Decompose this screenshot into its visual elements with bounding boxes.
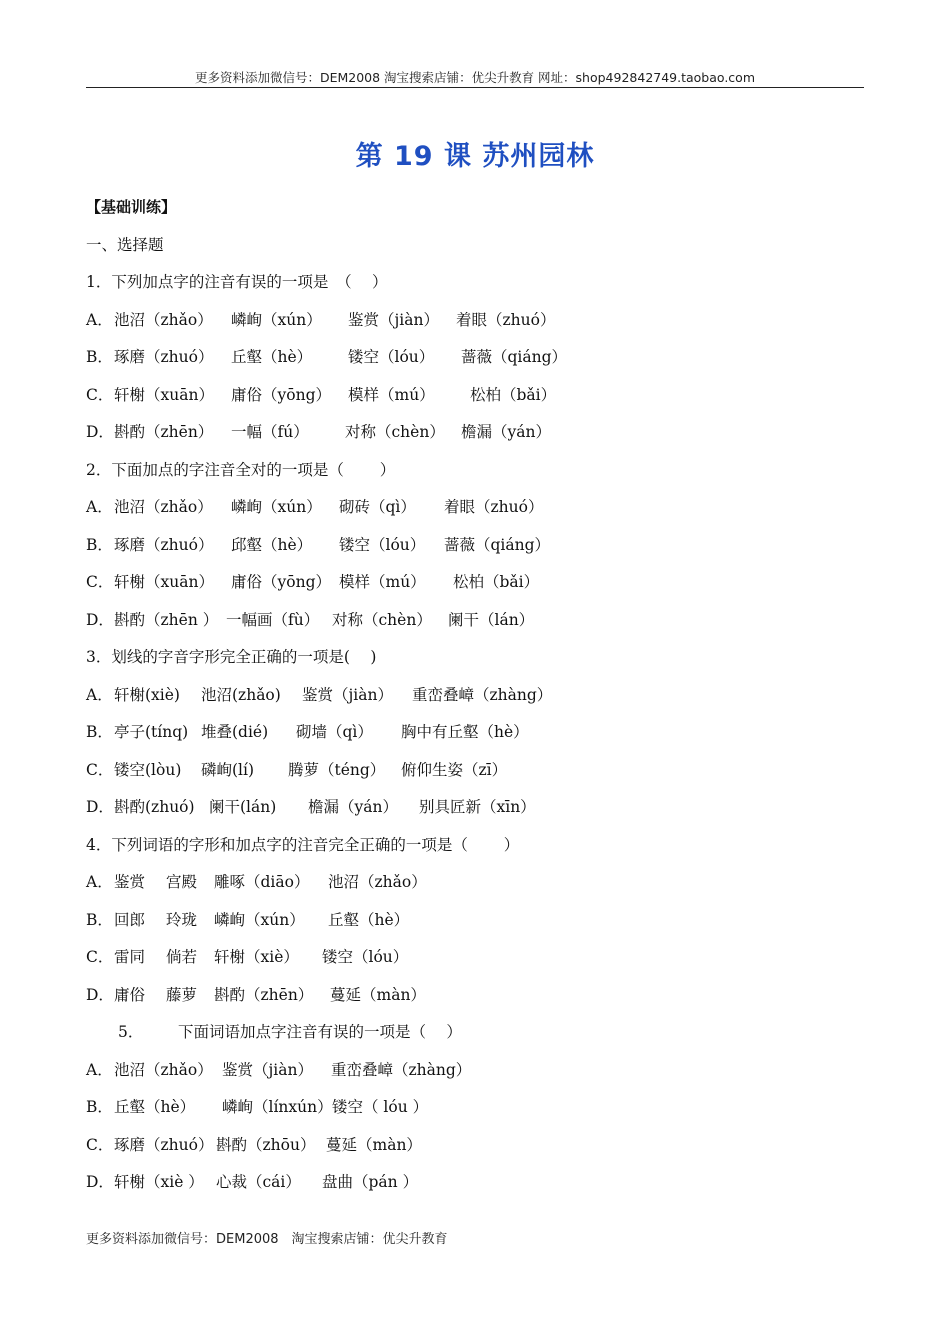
- option-item: 鉴赏（jiàn）: [348, 310, 439, 329]
- option-3b: [86, 721, 864, 759]
- option-item: 俯仰生姿（zī）: [401, 760, 508, 779]
- option-letter: C．: [86, 1135, 114, 1154]
- option-item: 斟酌（zhēn ）: [114, 610, 219, 629]
- option-letter: C．: [86, 760, 114, 779]
- option-item: 庸俗（yōng）: [231, 385, 331, 404]
- question-text: 2．下面加点的字注音全对的一项是（ ）: [86, 460, 396, 479]
- option-item: 斟酌（zhōu）: [216, 1135, 316, 1154]
- option-item: 镂空（lóu）: [339, 535, 426, 554]
- option-1c: [86, 384, 864, 422]
- option-item: 蔷薇（qiáng）: [444, 535, 551, 554]
- option-letter: D．: [86, 798, 114, 816]
- option-item: 蔓延（màn）: [330, 985, 426, 1004]
- page-footer: 更多资料添加微信号：DEM2008 淘宝搜索店铺：优尖升教育: [86, 1232, 448, 1247]
- option-item: 鉴赏: [114, 873, 146, 891]
- option-letter: B．: [86, 723, 113, 741]
- option-item: 琢磨（zhuó）: [114, 535, 214, 554]
- option-item: 心裁（cái）: [216, 1173, 301, 1191]
- option-item: 亭子(tínq): [114, 723, 189, 741]
- option-item: 回郎: [114, 910, 146, 929]
- option-item: 着眼（zhuó）: [444, 498, 544, 516]
- option-2b: [86, 534, 864, 572]
- header-divider: [86, 87, 864, 88]
- option-5c: [86, 1134, 864, 1172]
- option-4b: [86, 909, 864, 947]
- option-item: 邱壑（hè）: [231, 535, 313, 554]
- option-item: 丘壑（hè）: [328, 910, 410, 929]
- option-item: 镂空(lòu): [114, 760, 182, 779]
- option-item: 池沼(zhǎo): [201, 685, 281, 704]
- option-2d: [86, 609, 864, 647]
- question-stem-2: [86, 459, 864, 497]
- option-4c: [86, 946, 864, 984]
- option-item: 阑干(lán): [209, 798, 277, 816]
- option-item: 嶙峋（xún）: [214, 910, 305, 929]
- option-item: 斟酌（zhēn）: [214, 985, 314, 1004]
- question-stem-1: [86, 271, 864, 309]
- worksheet-content: [86, 196, 864, 1209]
- option-item: 池沼（zhǎo）: [328, 873, 427, 891]
- option-letter: A．: [86, 873, 113, 891]
- question-text: 3．划线的字音字形完全正确的一项是( ): [86, 648, 377, 666]
- option-item: 鉴赏（jiàn）: [222, 1060, 313, 1079]
- option-letter: C．: [86, 948, 114, 966]
- question-text: 1．下列加点字的注音有误的一项是 （ ）: [86, 273, 388, 291]
- option-2c: [86, 571, 864, 609]
- option-item: 轩榭(xiè): [114, 685, 180, 704]
- option-item: 模样（mú）: [348, 385, 435, 404]
- option-item: 池沼（zhǎo）: [114, 1060, 213, 1079]
- option-letter: A．: [86, 310, 113, 329]
- option-2a: [86, 496, 864, 534]
- option-item: 玲珑: [166, 910, 198, 929]
- section-heading: [86, 196, 864, 234]
- option-item: 丘壑（hè）: [231, 348, 313, 366]
- option-item: 盘曲（pán ）: [322, 1173, 419, 1191]
- option-item: 松柏（bǎi）: [470, 385, 557, 404]
- option-item: 琢磨（zhuó）: [114, 348, 214, 366]
- option-letter: A．: [86, 1060, 113, 1079]
- option-item: 宫殿: [166, 873, 198, 891]
- option-item: 轩榭（xuān）: [114, 573, 214, 591]
- option-item: 着眼（zhuó）: [456, 310, 556, 329]
- option-item: 阑干（lán）: [448, 610, 535, 629]
- option-item: 嶙峋（xún）: [231, 498, 322, 516]
- option-item: 池沼（zhǎo）: [114, 498, 213, 516]
- option-letter: D．: [86, 985, 114, 1004]
- option-item: 藤萝: [166, 985, 198, 1004]
- option-item: 丘壑（hè）: [114, 1098, 196, 1116]
- option-item: 嶙峋（línxún）: [222, 1098, 333, 1116]
- option-letter: B．: [86, 348, 113, 366]
- option-letter: B．: [86, 1098, 113, 1116]
- option-4d: [86, 984, 864, 1022]
- option-item: 檐漏（yán）: [308, 798, 398, 816]
- option-letter: B．: [86, 910, 113, 929]
- question-number: 5．: [118, 1023, 144, 1041]
- option-letter: A．: [86, 685, 113, 704]
- option-item: 轩榭（xuān）: [114, 385, 214, 404]
- subsection-label: 一、选择题: [86, 235, 164, 254]
- option-item: 斟酌(zhuó): [114, 798, 195, 816]
- option-item: 别具匠新（xīn）: [419, 798, 536, 816]
- option-item: 蔷薇（qiáng）: [461, 348, 568, 366]
- option-item: 镂空（lóu）: [322, 948, 409, 966]
- option-item: 磷峋(lí): [201, 760, 255, 779]
- option-item: 镂空（ lóu ）: [332, 1098, 429, 1116]
- question-stem-5: [86, 1021, 864, 1059]
- option-item: 胸中有丘壑（hè）: [401, 723, 529, 741]
- option-item: 池沼（zhǎo）: [114, 310, 213, 329]
- option-4a: [86, 871, 864, 909]
- option-item: 轩榭（xiè）: [214, 948, 299, 966]
- question-text: 下面词语加点字注音有误的一项是（ ）: [178, 1023, 462, 1041]
- option-item: 松柏（bǎi）: [453, 573, 540, 591]
- option-5d: [86, 1171, 864, 1209]
- option-item: 雷同: [114, 948, 146, 966]
- option-1a: [86, 309, 864, 347]
- option-item: 一幅画（fù）: [226, 610, 320, 629]
- option-item: 对称（chèn）: [332, 610, 432, 629]
- option-item: 雕啄（diāo）: [214, 873, 310, 891]
- option-item: 庸俗（yōng）: [231, 573, 331, 591]
- option-item: 镂空（lóu）: [348, 348, 435, 366]
- option-item: 鉴赏（jiàn）: [302, 685, 393, 704]
- question-stem-4: [86, 834, 864, 872]
- option-item: 琢磨（zhuó）: [114, 1135, 214, 1154]
- option-item: 重峦叠嶂（zhàng）: [412, 685, 553, 704]
- option-5a: [86, 1059, 864, 1097]
- option-letter: C．: [86, 573, 114, 591]
- section-label: 【基础训练】: [86, 198, 177, 216]
- option-1d: [86, 421, 864, 459]
- option-item: 砌墙（qì）: [296, 723, 373, 741]
- question-text: 4．下列词语的字形和加点字的注音完全正确的一项是（ ）: [86, 835, 520, 854]
- option-3a: [86, 684, 864, 722]
- option-item: 腾萝（téng）: [288, 760, 386, 779]
- option-item: 堆叠(dié): [201, 723, 269, 741]
- option-letter: D．: [86, 610, 114, 629]
- option-item: 轩榭（xiè ）: [114, 1173, 204, 1191]
- option-letter: D．: [86, 423, 114, 441]
- option-5b: [86, 1096, 864, 1134]
- page-header: 更多资料添加微信号：DEM2008 淘宝搜索店铺：优尖升教育 网址：shop492842749.taobao.com: [194, 70, 756, 85]
- option-item: 重峦叠嶂（zhàng）: [331, 1060, 472, 1079]
- option-letter: D．: [86, 1173, 114, 1191]
- option-letter: A．: [86, 498, 113, 516]
- option-letter: B．: [86, 535, 113, 554]
- option-item: 模样（mú）: [339, 573, 426, 591]
- option-item: 嶙峋（xún）: [231, 310, 322, 329]
- option-3c: [86, 759, 864, 797]
- question-stem-3: [86, 646, 864, 684]
- option-item: 倘若: [166, 948, 198, 966]
- option-3d: [86, 796, 864, 834]
- option-letter: C．: [86, 385, 114, 404]
- page-title: [0, 134, 950, 173]
- option-item: 檐漏（yán）: [461, 423, 551, 441]
- option-item: 庸俗: [114, 985, 146, 1004]
- option-item: 砌砖（qì）: [339, 498, 416, 516]
- title-text: 第 19 课 苏州园林: [355, 141, 595, 172]
- subsection-heading: [86, 234, 864, 272]
- option-item: 蔓延（màn）: [326, 1135, 422, 1154]
- option-item: 一幅（fú）: [231, 423, 309, 441]
- option-item: 斟酌（zhēn）: [114, 423, 214, 441]
- option-item: 对称（chèn）: [345, 423, 445, 441]
- option-1b: [86, 346, 864, 384]
